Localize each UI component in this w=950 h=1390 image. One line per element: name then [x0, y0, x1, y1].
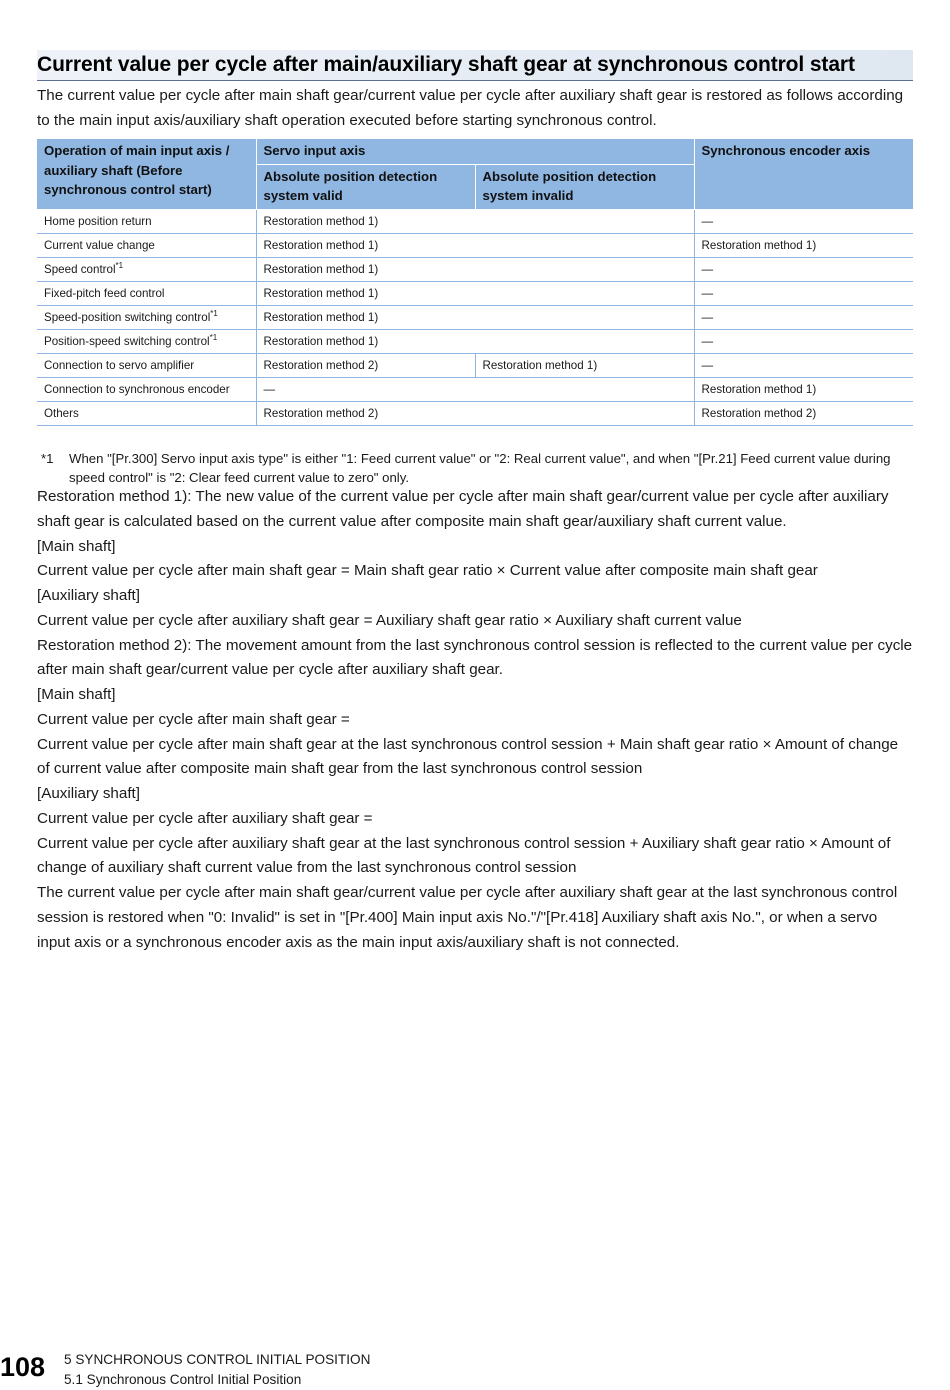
- page-number: 108: [0, 1352, 46, 1382]
- servo-cell: Restoration method 1): [256, 257, 694, 281]
- body-paragraph: Current value per cycle after main shaft gear =: [37, 710, 350, 728]
- footnote-ref: *1: [210, 308, 218, 318]
- body-paragraph: Current value per cycle after auxiliary shaft gear = Auxiliary shaft gear ratio × Auxiliary shaft current value: [37, 611, 742, 629]
- servo-cell: Restoration method 1): [256, 305, 694, 329]
- table-row: [37, 401, 913, 425]
- body-paragraph: Current value per cycle after main shaft gear = Main shaft gear ratio × Current value after composite main shaft gear: [37, 562, 818, 580]
- servo-cell: Restoration method 2): [256, 401, 694, 425]
- operation-cell: Speed-position switching control$^{*1}$: [37, 305, 256, 329]
- operation-cell: Connection to synchronous encoder: [37, 377, 256, 401]
- operation-cell: Fixed-pitch feed control: [37, 281, 256, 305]
- section-title-bar: [37, 50, 913, 81]
- operation-cell: Others: [37, 401, 256, 425]
- encoder-cell: —: [694, 257, 913, 281]
- body-paragraph: The current value per cycle after main shaft gear/current value per cycle after auxiliary shaft gear at the last synchronous control session is restored when "0: Invalid" is set in "[Pr.400] Main input axis No."/"[Pr.418] Auxiliary shaft axis No.", or when a servo input axis or a synchronous encoder axis as the main input axis/auxiliary shaft is not connected.: [37, 884, 898, 951]
- footer-chapter: 5 SYNCHRONOUS CONTROL INITIAL POSITION: [64, 1352, 371, 1367]
- servo-valid-cell: Restoration method 2): [256, 353, 475, 377]
- header-servo-input-axis: Servo input axis: [256, 139, 694, 165]
- footnote: [41, 449, 913, 487]
- table-row: [37, 329, 913, 353]
- operation-cell: Connection to servo amplifier: [37, 353, 256, 377]
- encoder-cell: Restoration method 2): [694, 401, 913, 425]
- section-title: Current value per cycle after main/auxiliary shaft gear at synchronous control start: [37, 53, 855, 76]
- encoder-cell: Restoration method 1): [694, 377, 913, 401]
- header-abs-valid: Absolute position detection system valid: [256, 164, 475, 209]
- footnote-ref: *1: [115, 260, 124, 270]
- encoder-cell: —: [694, 329, 913, 353]
- body-paragraph: Restoration method 1): The new value of the current value per cycle after main shaft gear/current value per cycle after auxiliary shaft gear is calculated based on the current value after composite main shaft gear/auxiliary shaft current value.: [37, 488, 889, 530]
- servo-cell: Restoration method 1): [256, 209, 694, 233]
- footnote-ref: *1: [209, 332, 218, 342]
- operation-cell: Speed control$^{*1}$: [37, 257, 256, 281]
- table-row: [37, 281, 913, 305]
- servo-cell: Restoration method 1): [256, 233, 694, 257]
- servo-cell: —: [256, 377, 694, 401]
- encoder-cell: —: [694, 281, 913, 305]
- header-operation: Operation of main input axis / auxiliary shaft (Before synchronous control start): [37, 139, 256, 210]
- body-text: [37, 485, 913, 955]
- servo-cell: Restoration method 1): [256, 281, 694, 305]
- table-row: [37, 233, 913, 257]
- header-abs-invalid: Absolute position detection system invalid: [475, 164, 694, 209]
- footnote-text: When "[Pr.300] Servo input axis type" is either "1: Feed current value" or "2: Real current value", and when "[Pr.21] Feed current value during speed control" is "2: Clear feed current value to zero" only.: [69, 451, 891, 485]
- encoder-cell: —: [694, 305, 913, 329]
- operation-cell: Position-speed switching control$^{*1}$: [37, 329, 256, 353]
- body-paragraph: [Main shaft]: [37, 537, 116, 555]
- servo-invalid-cell: Restoration method 1): [475, 353, 694, 377]
- encoder-cell: Restoration method 1): [694, 233, 913, 257]
- body-paragraph: [Auxiliary shaft]: [37, 785, 140, 802]
- servo-cell: Restoration method 1): [256, 329, 694, 353]
- table-row: [37, 257, 913, 281]
- operation-cell: Current value change: [37, 233, 256, 257]
- footer-section: 5.1 Synchronous Control Initial Position: [64, 1372, 302, 1387]
- table-row: [37, 305, 913, 329]
- footnote-mark: *1: [41, 451, 54, 466]
- table-row: [37, 353, 913, 377]
- body-paragraph: [Main shaft]: [37, 686, 116, 703]
- body-paragraph: Current value per cycle after auxiliary shaft gear at the last synchronous control session + Auxiliary shaft gear ratio × Amount of change of auxiliary shaft current value from the last synchronous control session: [37, 834, 891, 877]
- page-footer: [64, 1350, 370, 1390]
- body-paragraph: Current value per cycle after main shaft gear at the last synchronous control session + Main shaft gear ratio × Amount of change of current value after composite main shaft gear from the last synchronous control session: [37, 735, 899, 778]
- operation-cell: Home position return: [37, 209, 256, 233]
- body-paragraph: Current value per cycle after auxiliary shaft gear =: [37, 809, 373, 827]
- encoder-cell: —: [694, 353, 913, 377]
- body-paragraph: [Auxiliary shaft]: [37, 587, 140, 604]
- table-row: [37, 209, 913, 233]
- header-sync-encoder-axis: Synchronous encoder axis: [694, 139, 913, 210]
- body-paragraph: Restoration method 2): The movement amount from the last synchronous control session is reflected to the current value per cycle after main shaft gear/current value per cycle after auxiliary shaft gear.: [37, 636, 913, 679]
- encoder-cell: —: [694, 209, 913, 233]
- restoration-table: [37, 138, 913, 426]
- table-row: [37, 377, 913, 401]
- intro-paragraph: The current value per cycle after main shaft gear/current value per cycle after auxiliary shaft gear is restored as follows according to the main input axis/auxiliary shaft operation executed before starting synchronous control.: [37, 87, 904, 129]
